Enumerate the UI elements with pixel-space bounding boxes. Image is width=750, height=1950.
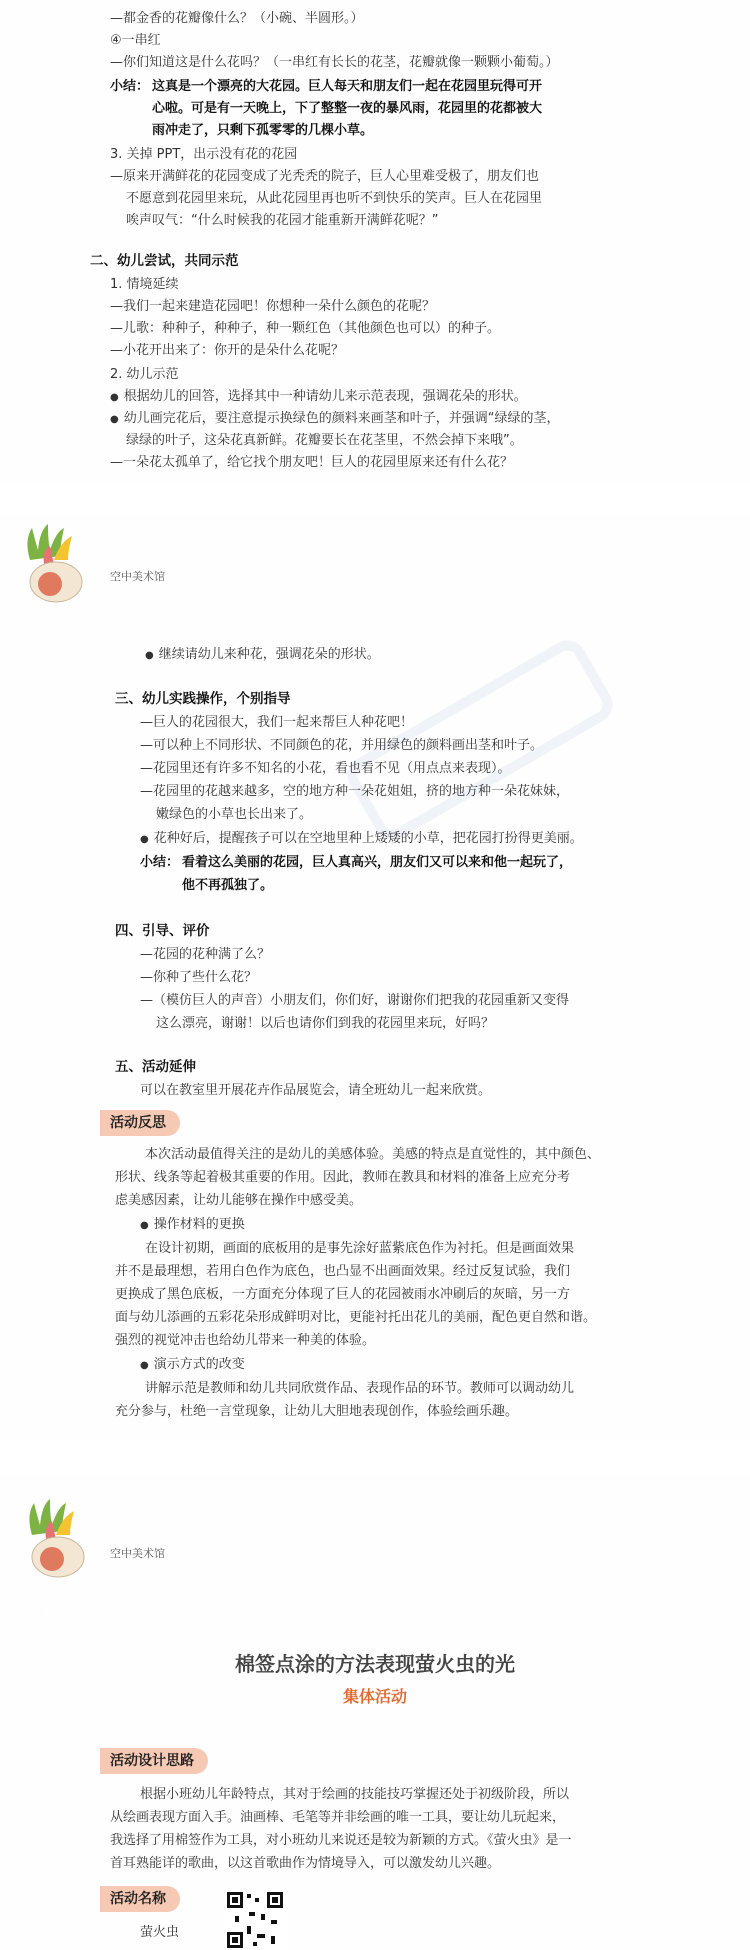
line: —可以种上不同形状、不同颜色的花，并用绿色的颜料画出茎和叶子。: [140, 738, 544, 753]
qr-code-icon: [225, 1890, 285, 1950]
summary-text: 心啦。可是有一天晚上，下了整整一夜的暴风雨，花园里的花都被大: [152, 101, 543, 116]
line: —儿歌：种种子，种种子，种一颗红色（其他颜色也可以）的种子。: [110, 321, 501, 336]
section-heading: 五、活动延伸: [115, 1059, 196, 1075]
bullet-item: ● 演示方式的改变: [140, 1356, 245, 1375]
line: —花园里的花越来越多，空的地方种一朵花姐姐，挤的地方种一朵花妹妹，: [140, 784, 570, 799]
paragraph-line: 在设计初期，画面的底板用的是事先涂好蓝紫底色作为衬托。但是画面效果: [145, 1241, 575, 1256]
paragraph-line: 充分参与，杜绝一言堂现象，让幼儿大胆地表现创作，体验绘画乐趣。: [115, 1404, 519, 1419]
paragraph-line: 首耳熟能详的歌曲，以这首歌曲作为情境导入，可以激发幼儿兴趣。: [110, 1856, 501, 1871]
summary-text: 这真是一个漂亮的大花园。巨人每天和朋友们一起在花园里玩得可开: [152, 79, 543, 94]
step-title: 2. 幼儿示范: [110, 367, 179, 382]
line: —（模仿巨人的声音）小朋友们，你们好，谢谢你们把我的花园重新又变得: [140, 993, 570, 1008]
article-title: 棉签点涂的方法表现萤火虫的光: [235, 1652, 515, 1676]
line: 嫩绿色的小草也长出来了。: [156, 807, 313, 822]
line: 不愿意到花园里来玩，从此花园里再也听不到快乐的笑声。巨人在花园里: [126, 191, 543, 206]
article-subtitle: 集体活动: [342, 1687, 407, 1706]
page-gap: [0, 1440, 750, 1474]
section-tag: 活动设计思路: [100, 1748, 208, 1774]
section-tag: 活动反思: [100, 1110, 180, 1136]
line: —原来开满鲜花的花园变成了光秃秃的院子，巨人心里难受极了，朋友们也: [110, 169, 540, 184]
paragraph-line: 我选择了用棉签作为工具，对小班幼儿来说还是较为新颖的方式。《萤火虫》是一: [110, 1833, 572, 1848]
step-title: 3. 关掉 PPT，出示没有花的花园: [110, 147, 298, 162]
badge-label: 空中美术馆: [110, 570, 165, 583]
page-number: 80: [40, 631, 56, 644]
paragraph-line: 并不是最理想，若用白色作为底色，也凸显不出画面效果。经过反复试验，我们: [115, 1264, 571, 1279]
line: 唉声叹气：“什么时候我的花园才能重新开满鲜花呢？”: [126, 213, 439, 228]
section-tag: 活动名称: [100, 1886, 180, 1912]
line: —小花开出来了：你开的是朵什么花呢？: [110, 343, 345, 358]
paragraph-line: 形状、线条等起着极其重要的作用。因此，教师在教具和材料的准备上应充分考: [115, 1170, 571, 1185]
paragraph-line: 讲解示范是教师和幼儿共同欣赏作品、表现作品的环节。教师可以调动幼儿: [145, 1381, 575, 1396]
line: —你们知道这是什么花吗？（一串红有长长的花茎，花瓣就像一颗颗小葡萄。）: [110, 55, 559, 70]
summary-text: 雨冲走了，只剩下孤零零的几棵小草。: [152, 123, 374, 138]
line: —花园里还有许多不知名的小花，看也看不见（用点点来表现）。: [140, 761, 511, 776]
line: 这么漂亮，谢谢！以后也请你们到我的花园里来玩，好吗？: [156, 1016, 495, 1031]
page-badge-hands-icon: [22, 1495, 92, 1581]
bullet-item: ● 继续请幼儿来种花，强调花朵的形状。: [145, 646, 380, 665]
paragraph-line: 虑美感因素，让幼儿能够在操作中感受美。: [115, 1193, 363, 1208]
paragraph-line: 本次活动最值得关注的是幼儿的美感体验。美感的特点是直觉性的，其中颜色、: [145, 1147, 601, 1162]
step-title: 1. 情境延续: [110, 277, 179, 292]
bullet-item: ● 花种好后，提醒孩子可以在空地里种上矮矮的小草，把花园打扮得更美丽。: [140, 830, 583, 849]
summary-text: 看着这么美丽的花园，巨人真高兴，朋友们又可以来和他一起玩了，: [182, 855, 573, 870]
line: —巨人的花园很大，我们一起来帮巨人种花吧！: [140, 715, 414, 730]
line: —都金香的花瓣像什么？（小碗、半圆形。）: [110, 11, 364, 26]
activity-name: 萤火虫: [140, 1925, 180, 1940]
line: ④一串红: [110, 33, 161, 48]
line: —一朵花太孤单了，给它找个朋友吧！巨人的花园里原来还有什么花？: [110, 455, 514, 470]
summary-label: 小结：: [140, 855, 180, 870]
line: —我们一起来建造花园吧！你想种一朵什么颜色的花呢？: [110, 299, 436, 314]
bullet-item: ● 操作材料的更换: [140, 1216, 245, 1235]
page-gap: [0, 482, 750, 516]
line: —你种了些什么花？: [140, 970, 258, 985]
summary-text: 他不再孤独了。: [182, 878, 274, 893]
page-number: 66: [42, 1606, 58, 1619]
line: 可以在教室里开展花卉作品展览会，请全班幼儿一起来欣赏。: [140, 1083, 492, 1098]
bullet-item: ● 幼儿画完花后，要注意提示换绿色的颜料来画茎和叶子，并强调“绿绿的茎，: [110, 410, 559, 429]
line: —花园的花种满了么？: [140, 947, 271, 962]
line: 绿绿的叶子，这朵花真新鲜。花瓣要长在花茎里，不然会掉下来哦”。: [126, 433, 523, 448]
section-heading: 三、幼儿实践操作，个别指导: [115, 691, 291, 707]
paragraph-line: 强烈的视觉冲击也给幼儿带来一种美的体验。: [115, 1333, 376, 1348]
section-heading: 四、引导、评价: [115, 923, 210, 939]
paragraph-line: 面与幼儿添画的五彩花朵形成鲜明对比，更能衬托出花儿的美丽，配色更自然和谐。: [115, 1310, 597, 1325]
bullet-item: ● 根据幼儿的回答，选择其中一种请幼儿来示范表现，强调花朵的形状。: [110, 388, 527, 407]
badge-label: 空中美术馆: [110, 1547, 165, 1560]
section-heading: 二、幼儿尝试，共同示范: [90, 253, 239, 269]
paragraph-line: 根据小班幼儿年龄特点，其对于绘画的技能技巧掌握还处于初级阶段，所以: [140, 1787, 570, 1802]
page-badge-hands-icon: [20, 520, 90, 606]
summary-label: 小结：: [110, 79, 150, 94]
paragraph-line: 更换成了黑色底板，一方面充分体现了巨人的花园被雨水冲刷后的灰暗，另一方: [115, 1287, 571, 1302]
paragraph-line: 从绘画表现方面入手。油画棒、毛笔等并非绘画的唯一工具，要让幼儿玩起来，: [110, 1810, 566, 1825]
